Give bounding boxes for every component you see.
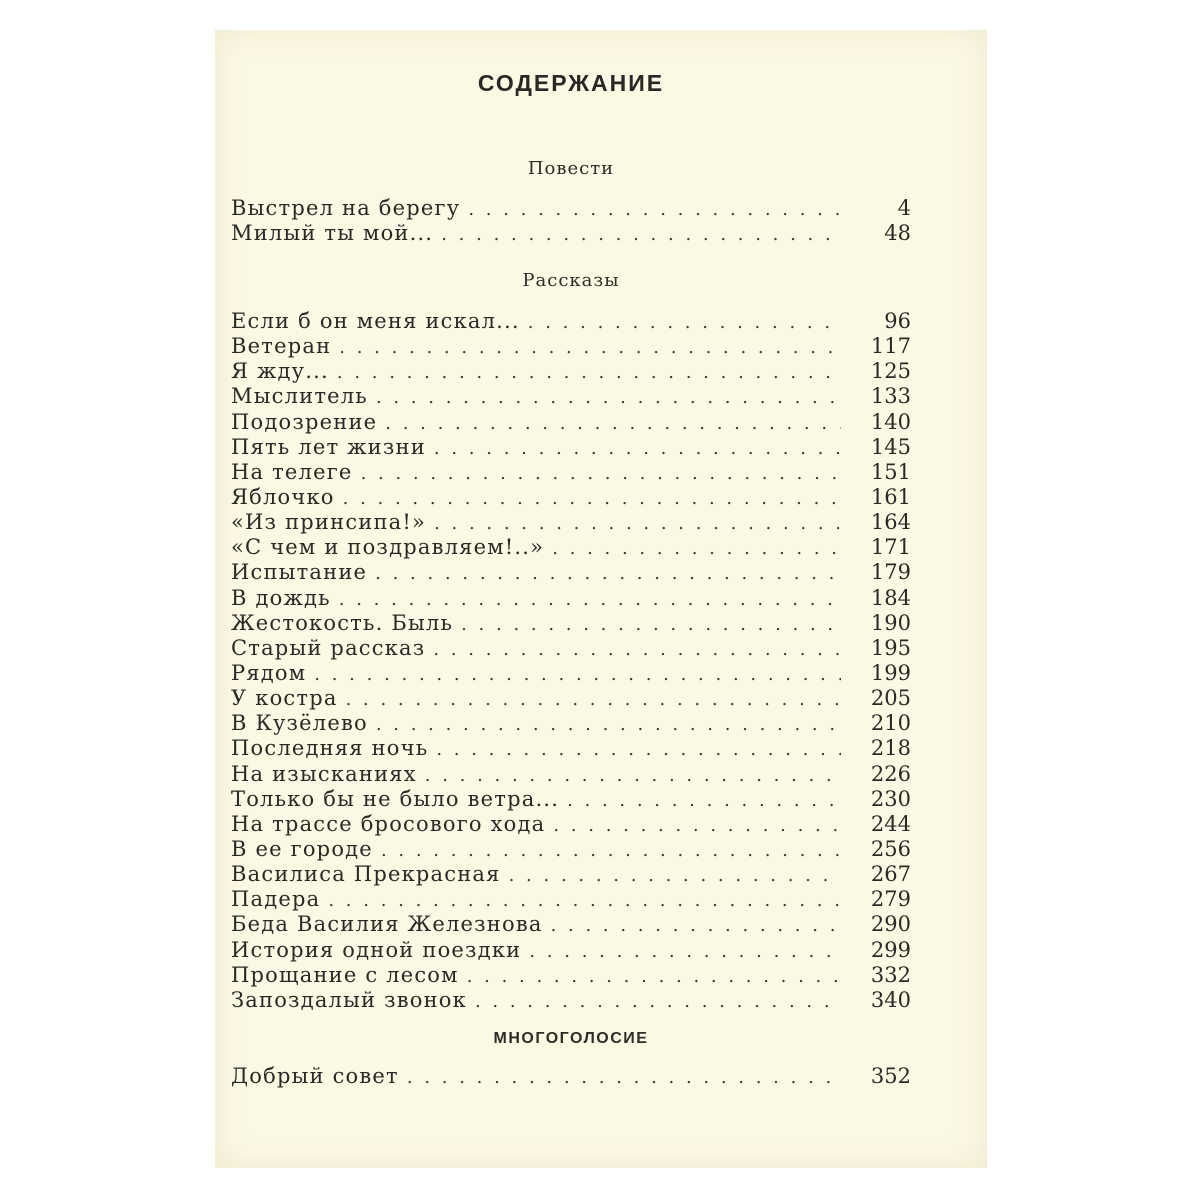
toc-entry-page-number: 161 <box>870 484 911 509</box>
toc-entry-title: Я жду... <box>231 359 329 384</box>
toc-entry-title: Рядом <box>231 660 307 685</box>
dot-leader <box>361 461 841 486</box>
toc-entry <box>231 586 911 611</box>
dot-leader <box>314 662 841 687</box>
toc-entry-title: Только бы не было ветра... <box>231 786 560 811</box>
toc-entry-page-number: 195 <box>870 635 911 660</box>
toc-entry-page-number: 218 <box>870 736 911 761</box>
toc-entry-page-number: 199 <box>870 660 911 685</box>
toc-entry-page-number: 140 <box>870 409 911 434</box>
toc-entry <box>231 611 911 636</box>
toc-entry-title: Старый рассказ <box>231 635 426 660</box>
toc-entry <box>231 510 911 535</box>
toc-entry <box>231 359 911 384</box>
dot-leader <box>328 888 841 913</box>
dot-leader <box>475 989 841 1014</box>
dot-leader <box>434 436 841 461</box>
toc-entry-page-number: 352 <box>870 1064 911 1088</box>
toc-list-povesti <box>231 196 911 246</box>
toc-entry <box>231 837 911 862</box>
toc-entry-title: Прощание с лесом <box>231 962 459 987</box>
toc-list-mnogogolosie <box>231 1064 911 1089</box>
toc-entry-page-number: 164 <box>870 510 911 535</box>
toc-entry-page-number: 256 <box>870 836 911 861</box>
toc-entry-page-number: 279 <box>870 887 911 912</box>
toc-entry-page-number: 96 <box>884 309 911 333</box>
dot-leader <box>346 687 841 712</box>
toc-entry-page-number: 244 <box>870 811 911 836</box>
dot-leader <box>551 913 841 938</box>
section-heading-povesti: Повести <box>527 158 615 179</box>
toc-entry-title: У костра <box>231 686 338 711</box>
toc-entry-title: Милый ты мой... <box>231 221 434 246</box>
toc-entry-title: Беда Василия Железнова <box>231 912 543 937</box>
toc-entry <box>231 938 911 963</box>
toc-entry-title: Василиса Прекрасная <box>231 862 501 887</box>
toc-entry <box>231 862 911 887</box>
toc-entry <box>231 661 911 686</box>
toc-entry-title: В ее городе <box>231 836 373 861</box>
toc-entry-title: На трассе бросового хода <box>231 811 546 836</box>
toc-entry <box>231 410 911 435</box>
toc-entry-page-number: 267 <box>870 862 911 887</box>
dot-leader <box>339 335 841 360</box>
toc-entry-page-number: 226 <box>870 761 911 786</box>
dot-leader <box>425 763 841 788</box>
toc-entry <box>231 887 911 912</box>
toc-entry <box>231 762 911 787</box>
toc-entry-title: Добрый совет <box>231 1064 399 1088</box>
toc-entry-page-number: 133 <box>870 384 911 409</box>
toc-entry-page-number: 117 <box>870 334 911 359</box>
dot-leader <box>337 360 841 385</box>
toc-entry <box>231 384 911 409</box>
toc-entry <box>231 636 911 661</box>
toc-entry-title: Яблочко <box>231 484 335 509</box>
dot-leader <box>343 486 841 511</box>
toc-entry-page-number: 125 <box>870 359 911 384</box>
toc-entry-page-number: 210 <box>870 711 911 736</box>
toc-entry-title: Выстрел на берегу <box>231 196 461 220</box>
toc-entry-title: Испытание <box>231 560 368 585</box>
toc-entry-page-number: 151 <box>870 459 911 484</box>
toc-entry <box>231 435 911 460</box>
dot-leader <box>436 737 841 762</box>
toc-list-rasskazy <box>231 309 911 1013</box>
dot-leader <box>528 310 841 335</box>
dot-leader <box>381 838 841 863</box>
toc-entry-title: Жестокость. Быль <box>231 610 454 635</box>
toc-entry-page-number: 184 <box>870 585 911 610</box>
toc-entry-title: «С чем и поздравляем!..» <box>231 535 545 560</box>
toc-entry <box>231 988 911 1013</box>
toc-entry-title: «Из принсипа!» <box>231 510 427 535</box>
toc-entry-page-number: 340 <box>870 987 911 1012</box>
toc-entry-page-number: 205 <box>870 686 911 711</box>
toc-entry <box>231 460 911 485</box>
toc-entry-title: В Кузёлево <box>231 711 368 736</box>
book-page <box>215 30 987 1168</box>
toc-entry-page-number: 332 <box>870 962 911 987</box>
dot-leader <box>434 511 841 536</box>
toc-entry <box>231 1064 911 1089</box>
toc-entry <box>231 535 911 560</box>
toc-entry <box>231 787 911 812</box>
dot-leader <box>553 813 841 838</box>
dot-leader <box>529 939 841 964</box>
toc-entry <box>231 736 911 761</box>
toc-entry-page-number: 290 <box>870 912 911 937</box>
toc-entry <box>231 711 911 736</box>
toc-entry-title: Запоздалый звонок <box>231 987 467 1012</box>
toc-entry <box>231 812 911 837</box>
toc-entry-page-number: 145 <box>870 434 911 459</box>
toc-entry-title: Если б он меня искал... <box>231 309 520 333</box>
dot-leader <box>375 561 841 586</box>
toc-entry <box>231 912 911 937</box>
toc-entry-page-number: 299 <box>870 937 911 962</box>
toc-entry-title: Пять лет жизни <box>231 434 426 459</box>
dot-leader <box>376 712 841 737</box>
toc-entry <box>231 309 911 334</box>
dot-leader <box>552 536 841 561</box>
dot-leader <box>467 964 841 989</box>
toc-entry-title: Падера <box>231 887 321 912</box>
toc-entry-page-number: 4 <box>897 196 911 220</box>
toc-entry-title: В дождь <box>231 585 331 610</box>
dot-leader <box>509 863 841 888</box>
dot-leader <box>441 222 841 247</box>
toc-entry-title: Последняя ночь <box>231 736 429 761</box>
toc-entry-page-number: 179 <box>870 560 911 585</box>
dot-leader <box>407 1065 841 1090</box>
toc-entry <box>231 196 911 221</box>
dot-leader <box>339 587 841 612</box>
dot-leader <box>567 788 841 813</box>
toc-entry <box>231 334 911 359</box>
toc-entry <box>231 221 911 246</box>
toc-entry-title: Мыслитель <box>231 384 368 409</box>
dot-leader <box>468 197 841 222</box>
toc-entry-page-number: 230 <box>870 786 911 811</box>
toc-entry-title: История одной поездки <box>231 937 522 962</box>
section-heading-mnogogolosie: МНОГОГОЛОСИЕ <box>493 1030 649 1047</box>
toc-entry <box>231 686 911 711</box>
dot-leader <box>376 385 841 410</box>
toc-entry-page-number: 190 <box>870 610 911 635</box>
toc-entry-title: Подозрение <box>231 409 378 434</box>
toc-entry <box>231 963 911 988</box>
toc-entry-page-number: 171 <box>870 535 911 560</box>
toc-entry <box>231 485 911 510</box>
toc-entry-title: На телеге <box>231 459 353 484</box>
toc-entry-page-number: 48 <box>884 221 911 246</box>
dot-leader <box>433 637 841 662</box>
toc-entry-title: Ветеран <box>231 334 332 359</box>
section-heading-rasskazy: Рассказы <box>522 270 620 291</box>
toc-entry-title: На изысканиях <box>231 761 417 786</box>
toc-entry <box>231 560 911 585</box>
dot-leader <box>385 411 841 436</box>
page-title: СОДЕРЖАНИЕ <box>477 70 665 96</box>
dot-leader <box>461 612 841 637</box>
